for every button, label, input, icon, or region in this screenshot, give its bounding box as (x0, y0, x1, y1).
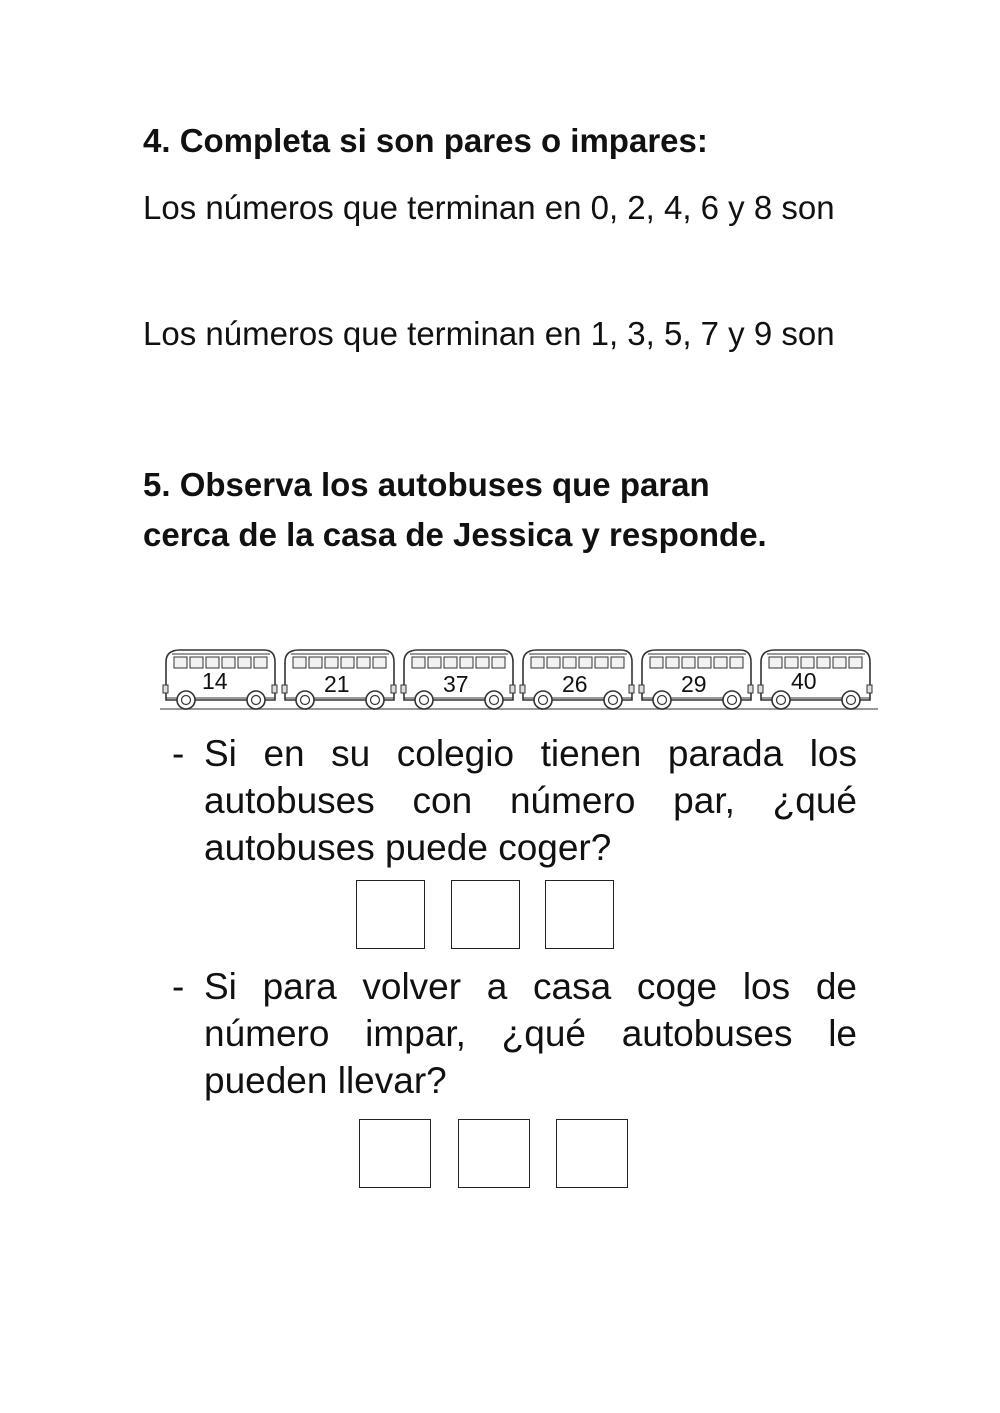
answer-box-even-3[interactable] (545, 880, 614, 949)
bus-number-label: 26 (562, 671, 588, 697)
answer-box-odd-3[interactable] (556, 1119, 628, 1188)
question-odd-buses (172, 963, 857, 1104)
bus-illustration-row (160, 640, 878, 715)
bus-number-label: 37 (443, 671, 469, 697)
bus-number-label: 29 (681, 671, 707, 697)
bus-26 (520, 650, 634, 709)
answer-box-even-2[interactable] (451, 880, 520, 949)
bus-14 (163, 650, 277, 709)
bus-number-label: 40 (791, 668, 817, 694)
question-2-text: Si para volver a casa coge los de número impar, ¿qué autobuses le pueden llevar? (204, 966, 857, 1101)
section-5-title-line-2: cerca de la casa de Jessica y responde. (143, 516, 767, 553)
question-even-buses (172, 730, 857, 871)
bus-number-label: 21 (324, 671, 350, 697)
buses-svg (160, 640, 878, 715)
bus-number-label: 14 (202, 668, 228, 694)
bus-40 (758, 650, 872, 709)
even-statement: Los números que terminan en 0, 2, 4, 6 y 8 son (143, 189, 835, 226)
question-1-dash: - (172, 733, 185, 774)
answer-box-even-1[interactable] (356, 880, 425, 949)
section-5-title-line-1: 5. Observa los autobuses que paran (143, 466, 710, 503)
question-2-dash: - (172, 966, 185, 1007)
bus-29 (639, 650, 753, 709)
answer-box-odd-1[interactable] (359, 1119, 431, 1188)
section-4-title: 4. Completa si son pares o impares: (143, 122, 708, 159)
odd-statement: Los números que terminan en 1, 3, 5, 7 y 9 son (143, 315, 835, 352)
bus-37 (401, 650, 515, 709)
answer-box-odd-2[interactable] (458, 1119, 530, 1188)
bus-21 (282, 650, 396, 709)
question-1-text: Si en su colegio tienen parada los autobuses con número par, ¿qué autobuses puede coger? (204, 733, 857, 868)
